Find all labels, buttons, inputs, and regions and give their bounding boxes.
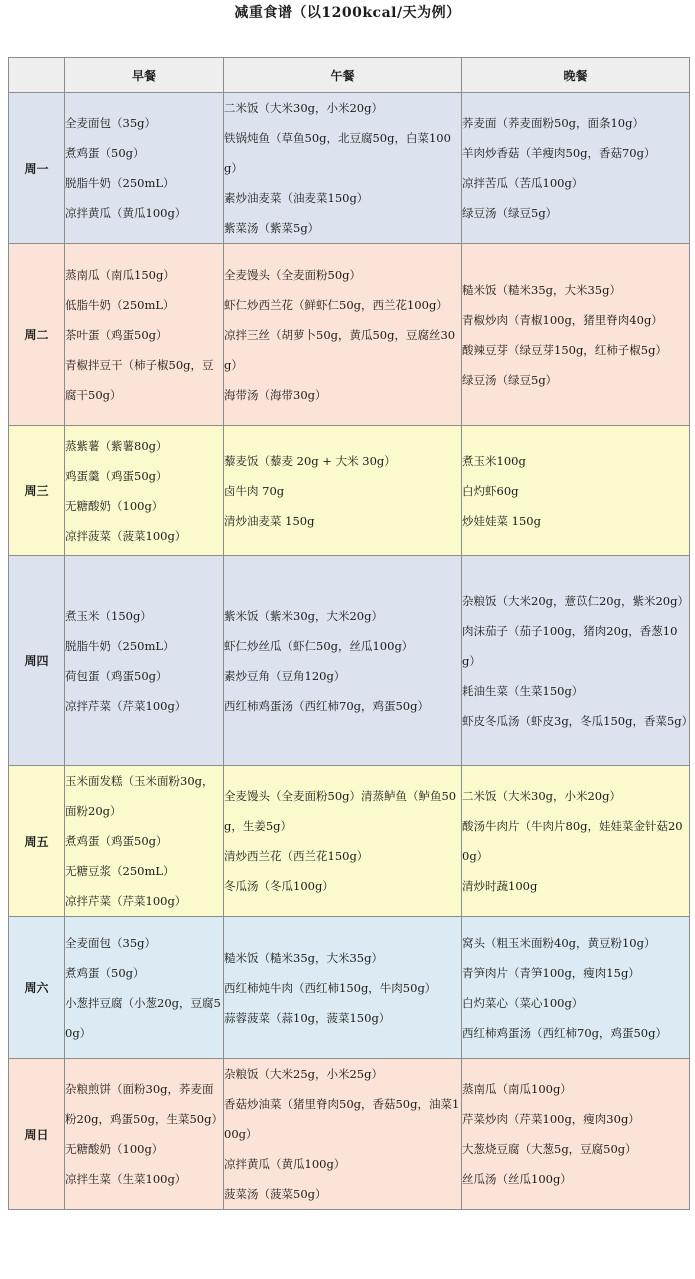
dish-item: 卤牛肉 70g — [224, 483, 285, 498]
dish-item: 菠菜汤（菠菜50g） — [224, 1187, 327, 1201]
header-dinner: 晚餐 — [462, 58, 690, 93]
page-title: 减重食谱（以1200kcal/天为例） — [234, 5, 461, 21]
day-label: 周六 — [9, 917, 65, 1059]
dish-item: 虾皮冬瓜汤（虾皮3g，冬瓜150g，香菜5g） — [462, 713, 694, 728]
dish-item: 冬瓜汤（冬瓜100g） — [224, 879, 334, 893]
dish-item: 杂粮饭（大米25g，小米25g） — [224, 1067, 383, 1081]
day-label: 周二 — [9, 244, 65, 426]
dinner-cell — [462, 766, 690, 917]
day-row — [9, 766, 690, 917]
day-row — [9, 426, 690, 556]
dish-item: 虾仁炒西兰花（鲜虾仁50g，西兰花100g） — [224, 297, 448, 312]
breakfast-cell — [65, 917, 224, 1059]
dish-item: 无糖豆浆（250mL） — [65, 864, 175, 878]
day-row — [9, 93, 690, 244]
header-corner — [9, 58, 65, 93]
dish-item: 杂粮饭（大米20g，薏苡仁20g，紫米20g） — [462, 593, 689, 608]
dish-item: 凉拌生菜（生菜100g） — [65, 1172, 187, 1186]
dish-item: 煮鸡蛋（50g） — [65, 965, 145, 980]
dish-item: 低脂牛奶（250mL） — [65, 297, 175, 312]
dish-item: 煮玉米100g — [462, 453, 526, 468]
dish-item: 清炒油麦菜 150g — [224, 513, 315, 528]
day-label: 周日 — [9, 1059, 65, 1210]
lunch-cell — [224, 1059, 462, 1210]
header-breakfast: 早餐 — [65, 58, 224, 93]
dish-item: 煮玉米（150g） — [65, 608, 152, 623]
breakfast-cell — [65, 766, 224, 917]
dish-item: 荷包蛋（鸡蛋50g） — [65, 668, 168, 683]
dish-item: 蒸南瓜（南瓜100g） — [462, 1082, 572, 1096]
dish-item: 二米饭（大米30g，小米20g） — [462, 789, 621, 803]
dinner-cell — [462, 556, 694, 766]
dinner-cell — [462, 426, 690, 556]
breakfast-cell — [65, 244, 224, 426]
dish-item: 虾仁炒丝瓜（虾仁50g，丝瓜100g） — [224, 638, 414, 653]
dish-item: 全麦馒头（全麦面粉50g）清蒸鲈鱼（鲈鱼50g，生姜5g） — [224, 789, 457, 833]
dish-item: 杂粮煎饼（面粉30g，荞麦面粉20g，鸡蛋50g，生菜50g） — [65, 1082, 223, 1126]
breakfast-cell — [65, 556, 224, 766]
dish-item: 二米饭（大米30g，小米20g） — [224, 101, 383, 115]
dinner-cell — [462, 917, 690, 1059]
dish-item: 青椒拌豆干（柿子椒50g，豆腐干50g） — [65, 357, 214, 402]
dish-item: 素炒豆角（豆角120g） — [224, 668, 346, 683]
dish-item: 耗油生菜（生菜150g） — [462, 683, 584, 698]
breakfast-cell — [65, 426, 224, 556]
breakfast-cell — [65, 1059, 224, 1210]
dinner-cell — [462, 1059, 690, 1210]
dish-item: 紫米饭（紫米30g，大米20g） — [224, 608, 383, 623]
dish-item: 玉米面发糕（玉米面粉30g，面粉20g） — [65, 774, 214, 818]
dish-item: 糙米饭（糙米35g，大米35g） — [224, 950, 383, 965]
header-row — [9, 58, 690, 93]
dish-item: 海带汤（海带30g） — [224, 387, 327, 402]
dish-item: 西红柿鸡蛋汤（西红柿70g，鸡蛋50g） — [224, 698, 429, 713]
lunch-cell — [224, 556, 462, 766]
dish-item: 荞麦面（荞麦面粉50g，面条10g） — [462, 116, 644, 130]
dish-item: 全麦馒头（全麦面粉50g） — [224, 267, 361, 282]
dish-item: 凉拌三丝（胡萝卜50g，黄瓜50g，豆腐丝30g） — [224, 327, 456, 372]
lunch-cell — [224, 244, 462, 426]
dish-item: 凉拌芹菜（芹菜100g） — [65, 698, 187, 713]
dish-item: 紫菜汤（紫菜5g） — [224, 221, 320, 235]
dish-item: 糙米饭（糙米35g，大米35g） — [462, 282, 621, 297]
dinner-cell — [462, 93, 690, 244]
dish-item: 无糖酸奶（100g） — [65, 1142, 164, 1156]
day-label: 周五 — [9, 766, 65, 917]
dish-item: 大葱烧豆腐（大葱5g，豆腐50g） — [462, 1142, 637, 1156]
dish-item: 清炒西兰花（西兰花150g） — [224, 849, 369, 863]
dish-item: 西红柿鸡蛋汤（西红柿70g，鸡蛋50g） — [462, 1025, 667, 1040]
dish-item: 铁锅炖鱼（草鱼50g，北豆腐50g，白菜100g） — [224, 131, 451, 175]
dish-item: 全麦面包（35g） — [65, 935, 156, 950]
breakfast-cell — [65, 93, 224, 244]
dish-item: 酸辣豆芽（绿豆芽150g，红柿子椒5g） — [462, 342, 667, 357]
dish-item: 凉拌黄瓜（黄瓜100g） — [65, 206, 187, 220]
dish-item: 凉拌菠菜（菠菜100g） — [65, 528, 187, 543]
day-row — [9, 917, 690, 1059]
dish-item: 绿豆汤（绿豆5g） — [462, 372, 558, 387]
dish-item: 无糖酸奶（100g） — [65, 498, 164, 513]
dish-item: 西红柿炖牛肉（西红柿150g，牛肉50g） — [224, 980, 437, 995]
day-label: 周一 — [9, 93, 65, 244]
dish-item: 凉拌芹菜（芹菜100g） — [65, 894, 187, 908]
dish-item: 脱脂牛奶（250mL） — [65, 176, 175, 190]
dish-item: 蒸紫薯（紫薯80g） — [65, 438, 168, 453]
meal-plan-table — [8, 57, 694, 1210]
dish-item: 芹菜炒肉（芹菜100g，瘦肉30g） — [462, 1112, 640, 1126]
dish-item: 香菇炒油菜（猪里脊肉50g，香菇50g，油菜100g） — [224, 1097, 460, 1141]
dish-item: 炒娃娃菜 150g — [462, 513, 541, 528]
day-row — [9, 244, 690, 426]
dinner-cell — [462, 244, 690, 426]
header-lunch: 午餐 — [224, 58, 462, 93]
dish-item: 凉拌黄瓜（黄瓜100g） — [224, 1157, 346, 1171]
dish-item: 青椒炒肉（青椒100g，猪里脊肉40g） — [462, 312, 663, 327]
day-row — [9, 1059, 690, 1210]
dish-item: 煮鸡蛋（50g） — [65, 146, 145, 160]
meal-plan-body — [9, 93, 694, 1210]
dish-item: 窝头（粗玉米面粉40g，黄豆粉10g） — [462, 935, 656, 950]
dish-item: 鸡蛋羹（鸡蛋50g） — [65, 468, 168, 483]
dish-item: 蒸南瓜（南瓜150g） — [65, 267, 175, 282]
dish-item: 脱脂牛奶（250mL） — [65, 638, 175, 653]
dish-item: 白灼菜心（菜心100g） — [462, 995, 584, 1010]
dish-item: 白灼虾60g — [462, 483, 519, 498]
dish-item: 青笋肉片（青笋100g，瘦肉15g） — [462, 965, 640, 980]
dish-item: 丝瓜汤（丝瓜100g） — [462, 1172, 572, 1186]
lunch-cell — [224, 426, 462, 556]
dish-item: 小葱拌豆腐（小葱20g，豆腐50g） — [65, 995, 221, 1040]
dish-item: 肉沫茄子（茄子100g，猪肉20g，香葱10g） — [462, 623, 678, 668]
dish-item: 全麦面包（35g） — [65, 116, 156, 130]
lunch-cell — [224, 93, 462, 244]
dish-item: 凉拌苦瓜（苦瓜100g） — [462, 176, 584, 190]
dish-item: 茶叶蛋（鸡蛋50g） — [65, 327, 168, 342]
lunch-cell — [224, 917, 462, 1059]
dish-item: 绿豆汤（绿豆5g） — [462, 206, 558, 220]
dish-item: 藜麦饭（藜麦 20g + 大米 30g） — [224, 453, 396, 468]
dish-item: 酸汤牛肉片（牛肉片80g，娃娃菜金针菇200g） — [462, 819, 683, 863]
day-label: 周四 — [9, 556, 65, 766]
lunch-cell — [224, 766, 462, 917]
dish-item: 蒜蓉菠菜（蒜10g，菠菜150g） — [224, 1010, 391, 1025]
dish-item: 煮鸡蛋（鸡蛋50g） — [65, 834, 168, 848]
dish-item: 清炒时蔬100g — [462, 879, 538, 893]
day-row — [9, 556, 690, 766]
day-label: 周三 — [9, 426, 65, 556]
dish-item: 素炒油麦菜（油麦菜150g） — [224, 191, 369, 205]
dish-item: 羊肉炒香菇（羊瘦肉50g，香菇70g） — [462, 146, 656, 160]
